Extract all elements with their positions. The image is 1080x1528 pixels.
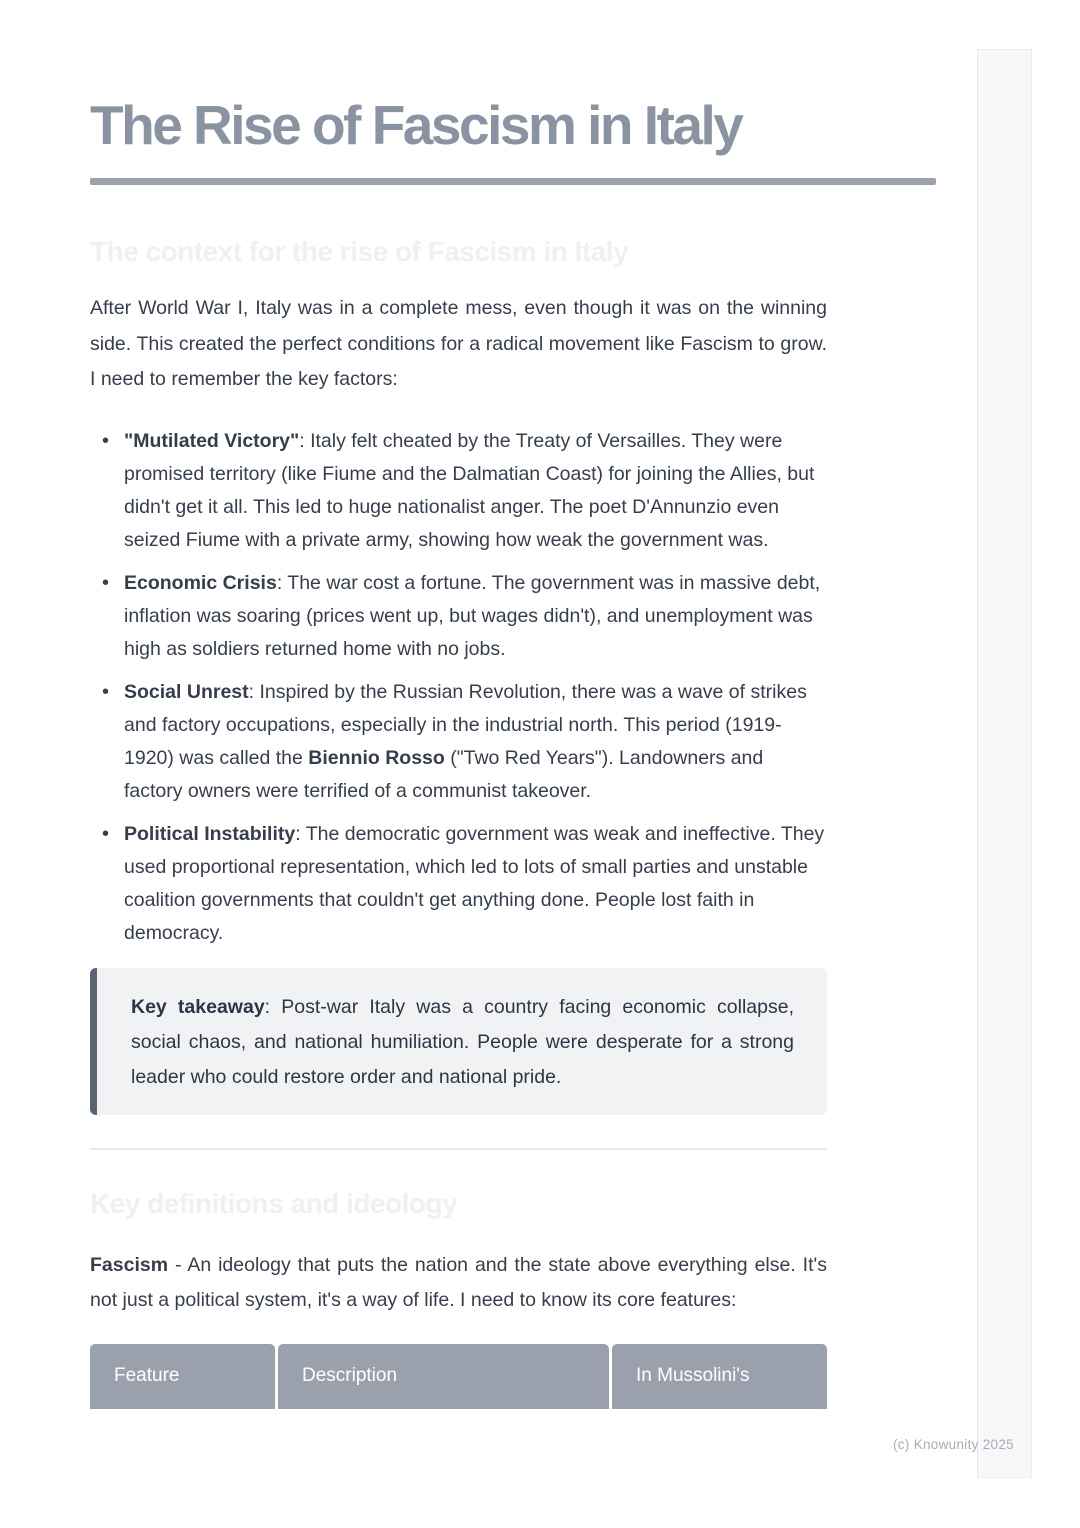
bullet-text: : Italy felt cheated by the Treaty of Versailles. They were promised territory (like Fiume and the Dalmatian Coast) for joining the Allies, but didn't get it all. This led to huge nationalist anger. The poet D'Annunzio even seized Fiume with a private army, showing how weak the government was. [124,429,815,551]
page-edge-strip [977,49,1032,1478]
list-item-political-instability [90,818,827,950]
table-header-cell-in-mussolinis: In Mussolini's [612,1344,827,1409]
table-header-cell-feature: Feature [90,1344,275,1409]
intro-paragraph: After World War I, Italy was in a complete mess, even though it was on the winning side. This created the perfect conditions for a radical movement like Fascism to grow. I need to remember the key factors: [90,297,827,390]
table-header-row [90,1344,827,1409]
bullet-bold-term: Biennio Rosso [308,746,445,769]
section-heading-definitions: Key definitions and ideology [90,1187,458,1219]
bullet-text: ("Two Red Years"). Landowners and factory owners were terrified of a communist takeover. [124,746,764,802]
page-content [90,0,936,1409]
bullet-text: : Inspired by the Russian Revolution, there was a wave of strikes and factory occupations, especially in the industrial north. This period (1919-1920) was called the [124,680,807,769]
definition-term: Fascism [90,1253,169,1276]
bullet-lead: Social Unrest [124,680,249,703]
bullet-lead: Economic Crisis [124,571,277,594]
definition-text: - An ideology that puts the nation and the state above everything else. It's not just a political system, it's a way of life. I need to know its core features: [90,1253,827,1311]
takeaway-text: : Post-war Italy was a country facing economic collapse, social chaos, and national humiliation. People were desperate for a strong leader who could restore order and national pride. [131,995,794,1088]
key-takeaway-callout [90,968,827,1115]
bullet-text: : The democratic government was weak and ineffective. They used proportional representation, which led to lots of small parties and unstable coalition governments that couldn't get anything done. People lost faith in democracy. [124,822,825,944]
list-item-social-unrest [90,676,827,808]
watermark-credit: (c) Knowunity 2025 [893,1437,1014,1452]
takeaway-lead: Key takeaway [131,995,265,1018]
list-item-mutilated-victory [90,425,827,557]
bullet-lead: "Mutilated Victory" [124,429,300,452]
fascism-definition-paragraph [90,1248,827,1319]
list-item-economic-crisis [90,567,827,666]
section-heading-context: The context for the rise of Fascism in Italy [90,236,629,267]
bullet-text: : The war cost a fortune. The government was in massive debt, inflation was soaring (prices went up, but wages didn't), and unemployment was high as soldiers returned home with no jobs. [124,571,821,660]
bullet-lead: Political Instability [124,822,296,845]
section-divider [90,1148,827,1150]
table-header-cell-description: Description [278,1344,609,1409]
key-factors-list [90,425,827,950]
page-title: The Rise of Fascism in Italy [90,94,742,156]
title-underline-rule [90,178,936,185]
